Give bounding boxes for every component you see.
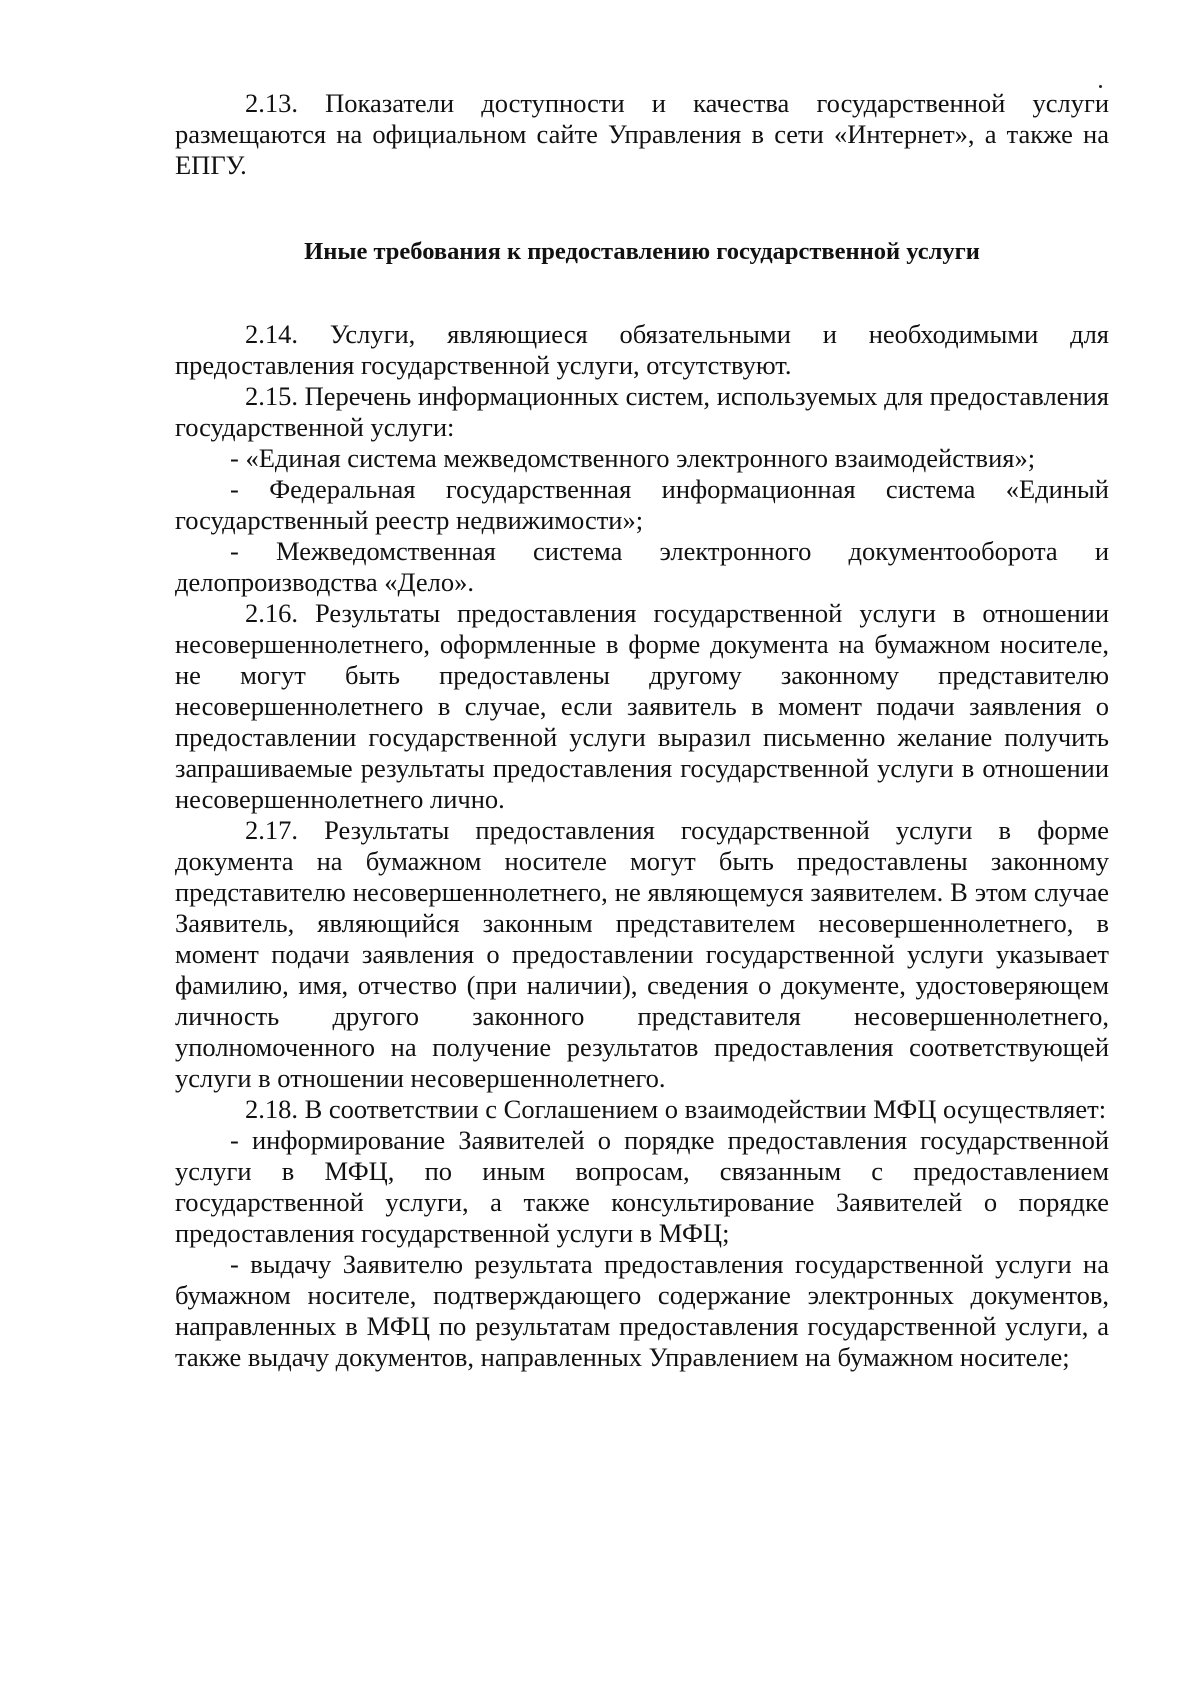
- section-heading: Иные требования к предоставлению государственной услуги: [304, 238, 980, 265]
- paragraph-2-14: 2.14. Услуги, являющиеся обязательными и необходимыми для предоставления государственной услуги, отсутствуют.: [175, 319, 1109, 380]
- paragraph-2-18: 2.18. В соответствии с Соглашением о взаимодействии МФЦ осуществляет:: [245, 1094, 1107, 1124]
- scan-speck: [1099, 85, 1102, 88]
- list-item-2-15-1: - «Единая система межведомственного электронного взаимодействия»;: [230, 443, 1036, 473]
- list-item-2-15-3: - Межведомственная система электронного документооборота и делопроизводства «Дело».: [175, 536, 1109, 597]
- paragraph-2-15: 2.15. Перечень информационных систем, используемых для предоставления государственной услуги:: [175, 381, 1109, 442]
- paragraph-2-17: 2.17. Результаты предоставления государственной услуги в форме документа на бумажном носителе могут быть предоставлены законному представителю несовершеннолетнего, не являющемуся заявителем. В этом случае Заявитель, являющийся законным представителем несовершеннолетнего, в момент подачи заявления о предоставлении государственной услуги указывает фамилию, имя, отчество (при наличии), сведения о документе, удостоверяющем личность другого законного представителя несовершеннолетнего, уполномоченного на получение результатов предоставления соответствующей услуги в отношении несовершеннолетнего.: [175, 815, 1109, 1093]
- list-item-2-18-1: - информирование Заявителей о порядке предоставления государственной услуги в МФЦ, по иным вопросам, связанным с предоставлением государственной услуги, а также консультирование Заявителей о порядке предоставления государственной услуги в МФЦ;: [175, 1125, 1109, 1248]
- list-item-2-15-2: - Федеральная государственная информационная система «Единый государственный реестр недвижимости»;: [175, 474, 1109, 535]
- paragraph-2-13: 2.13. Показатели доступности и качества государственной услуги размещаются на официальном сайте Управления в сети «Интернет», а также на ЕПГУ.: [175, 88, 1109, 180]
- list-item-2-18-2: - выдачу Заявителю результата предоставления государственной услуги на бумажном носителе, подтверждающего содержание электронных документов, направленных в МФЦ по результатам предоставления государственной услуги, а также выдачу документов, направленных Управлением на бумажном носителе;: [175, 1249, 1109, 1372]
- paragraph-2-16: 2.16. Результаты предоставления государственной услуги в отношении несовершеннолетнего, оформленные в форме документа на бумажном носителе, не могут быть предоставлены другому законному представителю несовершеннолетнего в случае, если заявитель в момент подачи заявления о предоставлении государственной услуги выразил письменно желание получить запрашиваемые результаты предоставления государственной услуги в отношении несовершеннолетнего лично.: [175, 598, 1109, 814]
